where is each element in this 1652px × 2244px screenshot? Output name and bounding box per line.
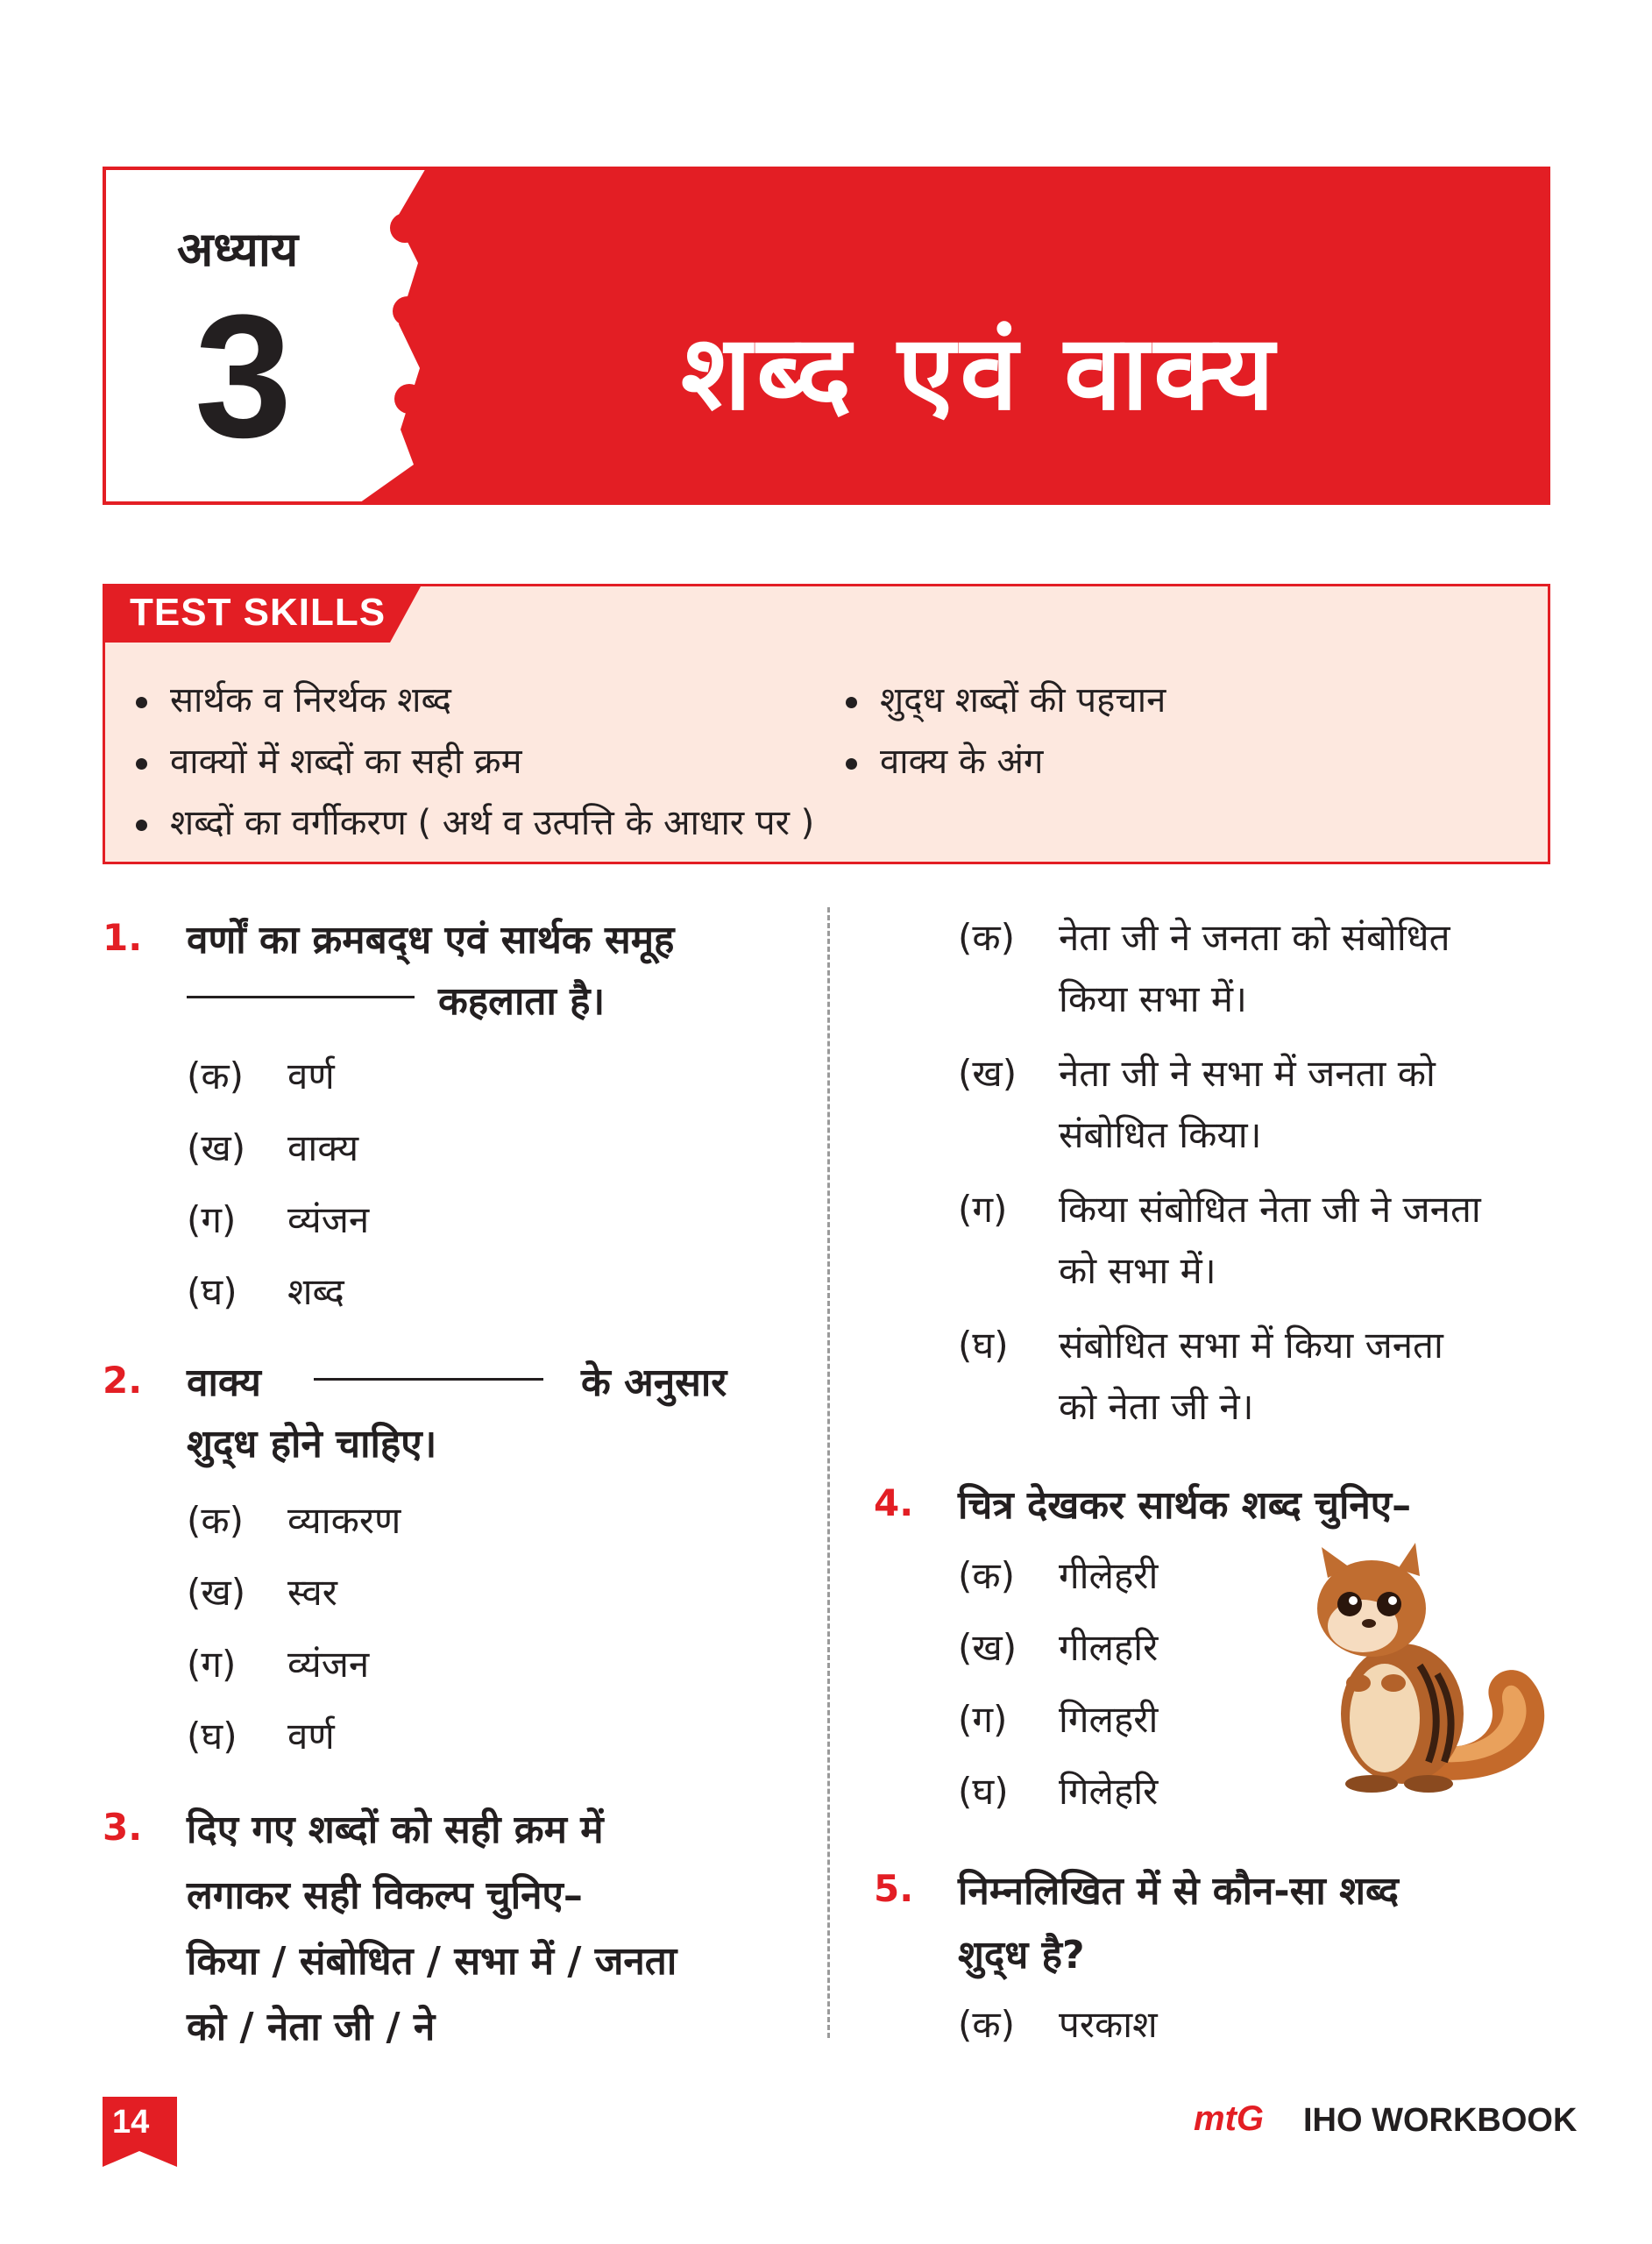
skill-item: शुद्‌ध शब्दों की पहचान — [846, 674, 1166, 722]
chapter-label: अध्याय — [177, 222, 299, 277]
bullet-icon — [136, 820, 147, 831]
chapter-title: शब्द एवं वाक्य — [681, 312, 1280, 433]
option-continuation: संबोधित किया। — [1059, 1113, 1262, 1156]
question-text: शुद्‌ध है? — [958, 1933, 1085, 1978]
answer-blank — [314, 1378, 543, 1381]
option[interactable]: (ग) किया संबोधित नेता जी ने जनता — [958, 1188, 1481, 1231]
option[interactable]: (क) व्याकरण — [187, 1499, 401, 1542]
option[interactable]: (ख) स्वर — [187, 1571, 337, 1614]
question-text: के अनुसार — [581, 1360, 727, 1405]
option[interactable]: (ख) गीलहरि — [958, 1626, 1159, 1669]
option[interactable]: (क) वर्ण — [187, 1055, 335, 1097]
option[interactable]: (घ) गिलेहरि — [958, 1770, 1159, 1813]
option-continuation: किया सभा में। — [1059, 977, 1247, 1020]
question-text: लगाकर सही विकल्प चुनिए– — [187, 1873, 583, 1918]
column-divider — [827, 907, 830, 2038]
skill-item: वाक्य के अंग — [846, 735, 1043, 784]
option-continuation: को सभा में। — [1059, 1249, 1216, 1292]
option[interactable]: (क) गीलेहरी — [958, 1554, 1159, 1597]
bullet-icon — [846, 758, 857, 770]
test-skills-box — [103, 584, 1550, 864]
bullet-icon — [136, 758, 147, 770]
question-text: शुद्‌ध होने चाहिए। — [187, 1422, 437, 1466]
option[interactable]: (ग) व्यंजन — [187, 1643, 370, 1686]
question-text: चित्र देखकर सार्थक शब्द चुनिए– — [958, 1483, 1412, 1528]
skill-item: सार्थक व निरर्थक शब्द — [136, 674, 451, 722]
question-number: 3. — [103, 1806, 143, 1849]
question-text: दिए गए शब्दों को सही क्रम में — [187, 1807, 604, 1852]
skill-item: शब्दों का वर्गीकरण ( अर्थ व उत्पत्ति के आधार पर ) — [136, 797, 814, 845]
question-text: वर्णों का क्रमबद्‌ध एवं सार्थक समूह — [187, 918, 675, 962]
option[interactable]: (घ) वर्ण — [187, 1715, 335, 1758]
option[interactable]: (ग) व्यंजन — [187, 1198, 370, 1241]
option[interactable]: (ख) वाक्य — [187, 1126, 359, 1169]
option[interactable]: (घ) शब्द — [187, 1270, 344, 1313]
option[interactable]: (ख) नेता जी ने सभा में जनता को — [958, 1052, 1436, 1095]
answer-blank — [187, 996, 415, 998]
chapter-number: 3 — [195, 279, 293, 474]
question-number: 1. — [103, 916, 143, 959]
test-skills-title: TEST SKILLS — [130, 591, 386, 634]
bullet-icon — [136, 697, 147, 708]
bullet-icon — [846, 697, 857, 708]
publisher-logo: mtG — [1194, 2099, 1264, 2138]
option[interactable]: (क) परकाश — [958, 2003, 1158, 2046]
chapter-header — [103, 167, 1550, 505]
option-continuation: को नेता जी ने। — [1059, 1385, 1254, 1428]
question-number: 2. — [103, 1359, 143, 1402]
question-number: 4. — [874, 1481, 914, 1524]
option[interactable]: (घ) संबोधित सभा में किया जनता — [958, 1324, 1443, 1367]
question-text: किया / संबोधित / सभा में / जनता — [187, 1939, 677, 1984]
skill-item: वाक्यों में शब्दों का सही क्रम — [136, 735, 522, 784]
question-text: कहलाता है। — [438, 979, 606, 1024]
book-title: IHO WORKBOOK — [1303, 2102, 1578, 2139]
page-number: 14 — [112, 2104, 150, 2141]
option[interactable]: (क) नेता जी ने जनता को संबोधित — [958, 916, 1450, 959]
question-text: को / नेता जी / ने — [187, 2005, 436, 2049]
squirrel-illustration — [1297, 1543, 1560, 1806]
question-text: निम्नलिखित में से कौन-सा शब्द — [958, 1869, 1400, 1914]
option[interactable]: (ग) गिलहरी — [958, 1698, 1159, 1741]
question-number: 5. — [874, 1867, 914, 1910]
question-text: वाक्य — [187, 1360, 261, 1405]
